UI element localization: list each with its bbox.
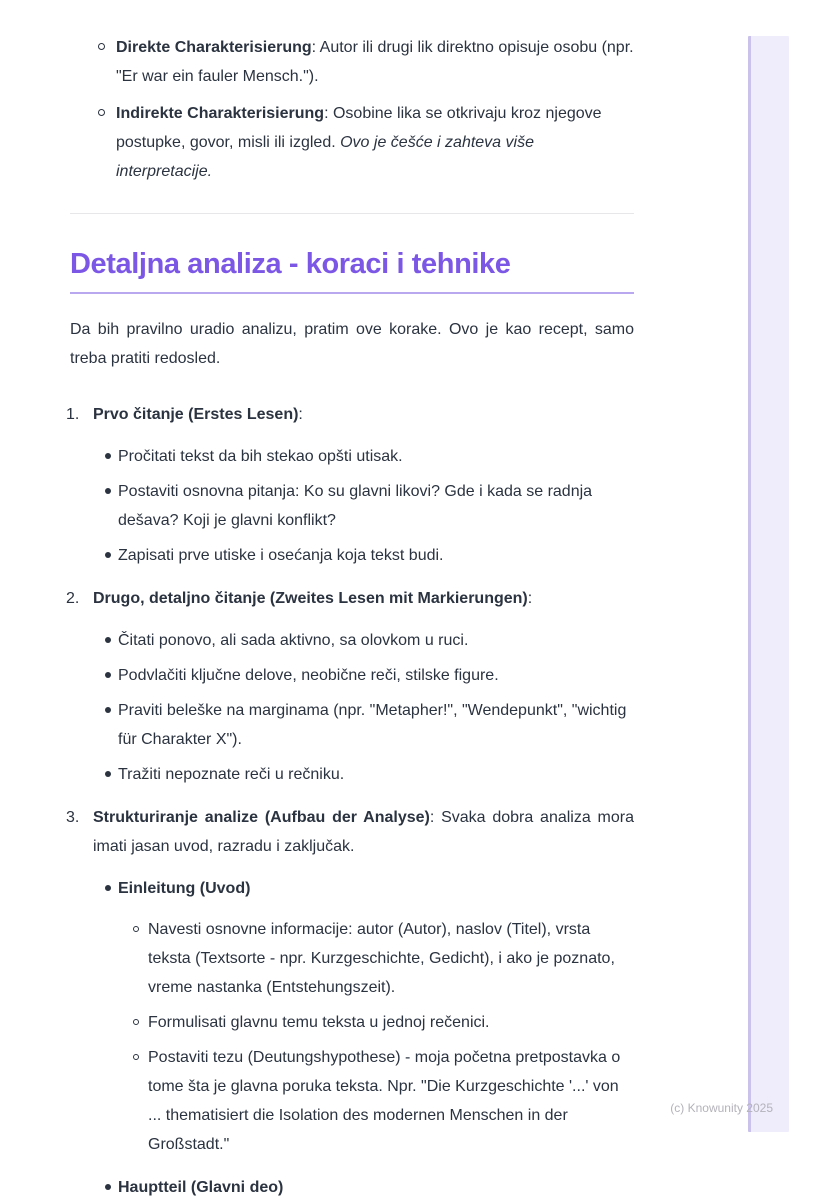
dot-bullet-icon xyxy=(105,885,111,891)
steps-list xyxy=(66,400,634,1202)
dot-bullet-icon xyxy=(105,488,111,494)
step-2-title xyxy=(66,584,634,613)
dot-bullet-icon xyxy=(105,453,111,459)
einleitung-title xyxy=(70,874,634,903)
term-label: Direkte Charakterisierung xyxy=(116,39,312,56)
step-title-rest: : xyxy=(527,590,533,607)
list-item-text: Pročitati tekst da bih stekao opšti utisak. xyxy=(118,448,403,465)
list-item-text: Čitati ponovo, ali sada aktivno, sa olovkom u ruci. xyxy=(118,632,469,649)
dot-bullet-icon xyxy=(105,672,111,678)
hauptteil-title xyxy=(70,1173,634,1202)
term-label: Indirekte Charakterisierung xyxy=(116,105,325,122)
circle-bullet-icon xyxy=(98,43,105,50)
section-title-text: Hauptteil (Glavni deo) xyxy=(118,1179,284,1196)
list-item-text: Zapisati prve utiske i osećanja koja tekst budi. xyxy=(118,547,444,564)
step-title-text xyxy=(93,803,634,861)
list-item xyxy=(70,915,634,1002)
step-number: 2. xyxy=(66,590,80,607)
list-item xyxy=(70,477,634,535)
dot-bullet-icon xyxy=(105,771,111,777)
list-item-text: Praviti beleške na marginama (npr. "Metapher!", "Wendepunkt", "wichtig für Charakter X"). xyxy=(118,702,627,748)
circle-bullet-icon xyxy=(133,1054,139,1060)
step-title-rest: : Svaka dobra analiza mora imati jasan uvod, razradu i zaključak. xyxy=(93,809,634,855)
list-item-indirekte xyxy=(70,99,634,186)
copyright-note: (c) Knowunity 2025 xyxy=(670,1101,773,1115)
list-item-text: Podvlačiti ključne delove, neobične reči, stilske figure. xyxy=(118,667,499,684)
list-item-text: Navesti osnovne informacije: autor (Autor), naslov (Titel), vrsta teksta (Textsorte - npr. Kurzgeschichte, Gedicht), i ako je poznato, vreme nastanka (Entstehungszeit). xyxy=(148,921,615,996)
circle-bullet-icon xyxy=(133,1019,139,1025)
list-item-direkte xyxy=(70,33,634,91)
step-title-rest: : xyxy=(298,406,303,423)
list-item xyxy=(70,661,634,690)
list-item-text: Postaviti tezu (Deutungshypothese) - moja početna pretpostavka o tome šta je glavna poruka teksta. Npr. "Die Kurzgeschichte '...' von ... thematisiert die Isolation des modernen Menschen in der Großstadt." xyxy=(148,1049,621,1153)
step-title-text xyxy=(93,584,634,613)
einleitung-subbullets xyxy=(70,915,634,1159)
list-item xyxy=(70,1043,634,1159)
list-item-text: Postaviti osnovna pitanja: Ko su glavni likovi? Gde i kada se radnja dešava? Koji je glavni konflikt? xyxy=(118,483,593,529)
list-item xyxy=(70,626,634,655)
dot-bullet-icon xyxy=(105,707,111,713)
dot-bullet-icon xyxy=(105,1184,111,1190)
list-item xyxy=(70,1008,634,1037)
document-content xyxy=(66,0,634,1202)
step-1-bullets xyxy=(70,442,634,570)
step-number: 3. xyxy=(66,809,80,826)
step-title-bold: Prvo čitanje (Erstes Lesen) xyxy=(93,406,299,423)
step-2-bullets xyxy=(70,626,634,789)
list-item-text: Formulisati glavnu temu teksta u jednoj rečenici. xyxy=(148,1014,490,1031)
list-item-text xyxy=(116,99,634,186)
characterization-list xyxy=(70,33,634,186)
list-item-text: Tražiti nepoznate reči u rečniku. xyxy=(118,766,345,783)
circle-bullet-icon xyxy=(98,109,105,116)
intro-paragraph: Da bih pravilno uradio analizu, pratim ove korake. Ovo je kao recept, samo treba pratiti redosled. xyxy=(70,321,634,367)
list-item xyxy=(70,760,634,789)
term-note-italic: Ovo je češće i zahteva više interpretacije. xyxy=(116,134,534,180)
spacer xyxy=(70,576,634,584)
section-heading: Detaljna analiza - koraci i tehnike xyxy=(70,248,511,280)
step-title-bold: Strukturiranje analize (Aufbau der Analyse) xyxy=(93,809,430,826)
list-item xyxy=(70,696,634,754)
spacer xyxy=(70,795,634,803)
list-item-text xyxy=(116,33,634,91)
section-divider xyxy=(70,213,634,214)
dot-bullet-icon xyxy=(105,637,111,643)
term-description: : Autor ili drugi lik direktno opisuje osobu (npr. "Er war ein fauler Mensch."). xyxy=(116,39,634,85)
heading-underline xyxy=(70,292,634,294)
list-item xyxy=(70,442,634,471)
step-3-title xyxy=(66,803,634,861)
term-description: : Osobine lika se otkrivaju kroz njegove postupke, govor, misli ili izgled. xyxy=(116,105,602,151)
step-title-bold: Drugo, detaljno čitanje (Zweites Lesen mit Markierungen) xyxy=(93,590,528,607)
page-edge-panel xyxy=(748,36,789,1132)
dot-bullet-icon xyxy=(105,552,111,558)
list-item xyxy=(70,541,634,570)
section-title-text: Einleitung (Uvod) xyxy=(118,880,251,897)
circle-bullet-icon xyxy=(133,926,139,932)
step-number: 1. xyxy=(66,406,80,423)
step-1-title xyxy=(66,400,634,429)
step-title-text xyxy=(93,400,634,429)
